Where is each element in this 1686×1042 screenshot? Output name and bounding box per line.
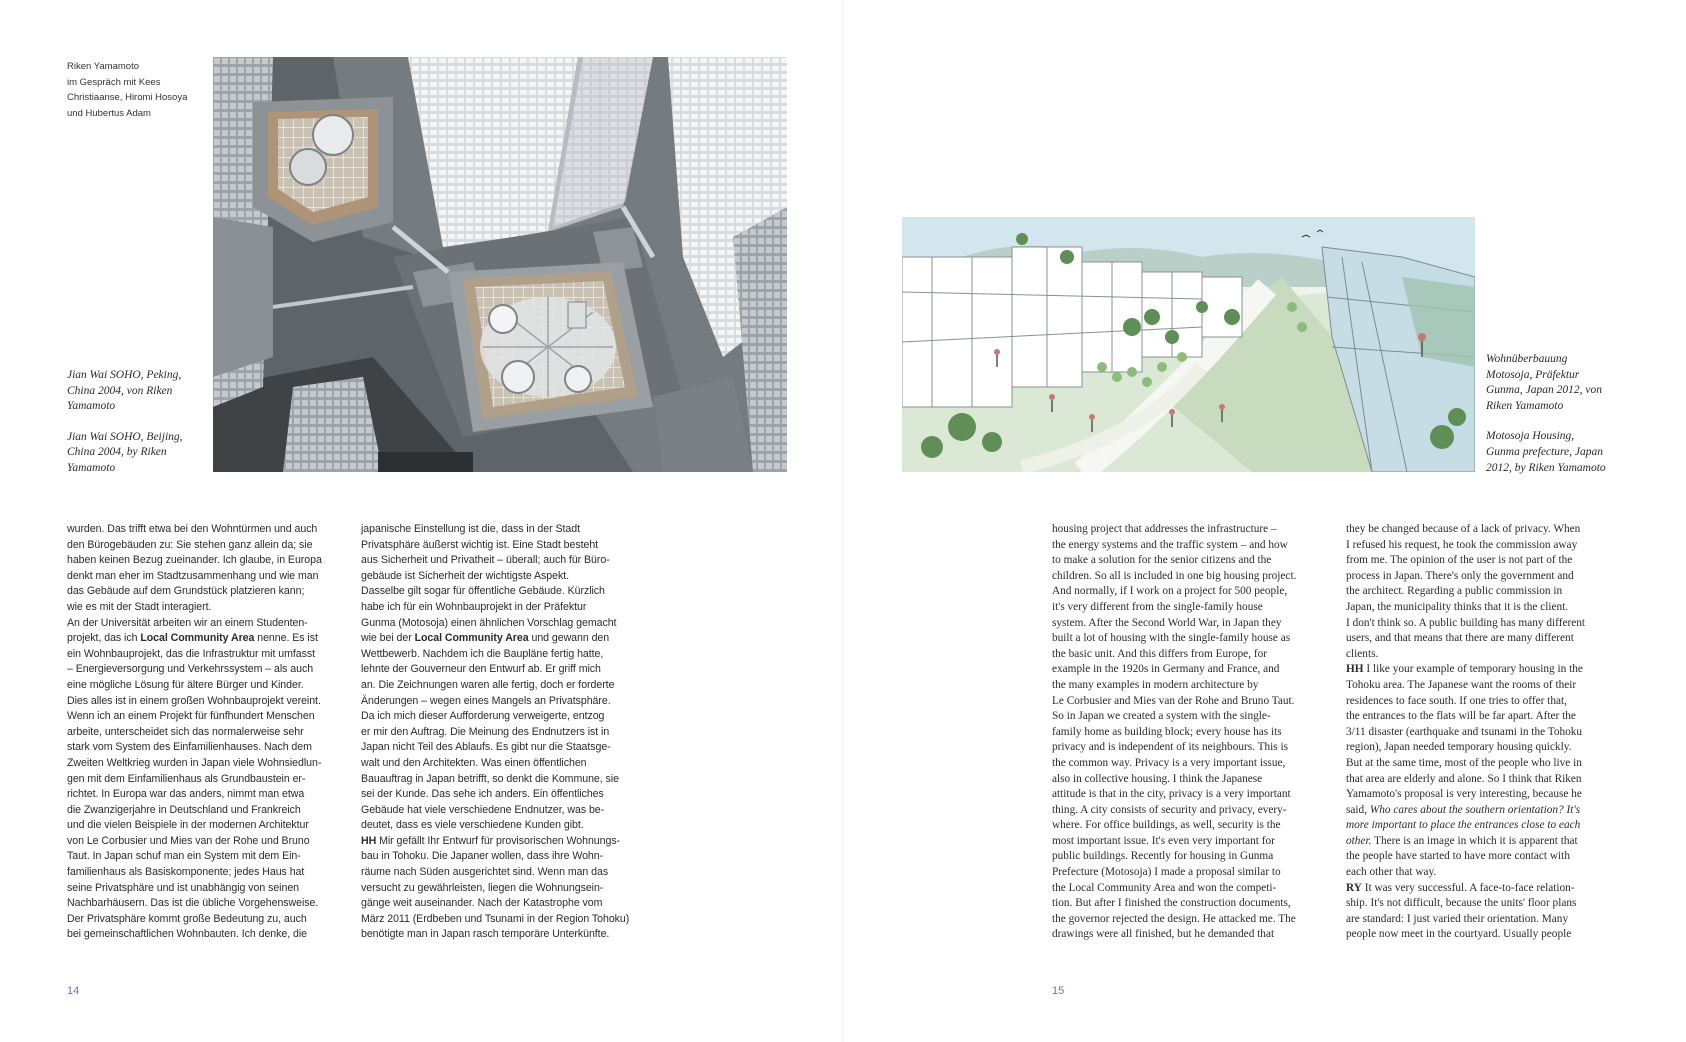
text-line: haben keinen Bezug zueinander. Ich glaube, in Europa — [67, 554, 322, 567]
text-line: the many examples in modern architecture by — [1052, 678, 1259, 691]
text-line: people now meet in the courtyard. Usually people — [1346, 928, 1572, 941]
text-line: bei gemeinschaftlichen Wohnbauten. Ich denke, die — [67, 928, 307, 941]
text-column-de-1 — [67, 522, 357, 943]
text-line: eine mögliche Lösung für ältere Bürger und Kinder. — [67, 678, 304, 691]
text-line: Dies alles ist in einem großen Wohnbauprojekt vereint. — [67, 694, 321, 707]
text-line: ein Wohnbauprojekt, das die Infrastruktur mit umfasst — [67, 647, 315, 660]
interview-credit — [67, 59, 207, 121]
text-line: So in Japan we created a system with the single- — [1052, 710, 1271, 723]
text-line: tion. But after I finished the construction documents, — [1052, 897, 1291, 910]
text-line: clients. — [1346, 647, 1379, 660]
text-line: children. So all is included in one big housing project. — [1052, 569, 1297, 582]
text-line: family home as building block; every house has its — [1052, 725, 1282, 738]
text-line: it's very different from the single-family house — [1052, 600, 1263, 613]
text-line: I refused his request, he took the commission away — [1346, 538, 1578, 551]
text-column-de-2 — [361, 522, 651, 943]
caption-line: China 2004, by Riken — [67, 446, 167, 459]
text-line: the Local Community Area and won the competi- — [1052, 881, 1277, 894]
text-line: the energy systems and the traffic system – and how — [1052, 538, 1288, 551]
text-line: den Bürogebäuden zu: Sie stehen ganz allein da; sie — [67, 538, 313, 551]
text-line: ship. It's not difficult, because the units' floor plans — [1346, 897, 1577, 910]
right-page — [843, 0, 1686, 1042]
text-line: the basic unit. And this differs from Europe, for — [1052, 647, 1268, 660]
text-line: RY It was very successful. A face-to-face relation- — [1346, 881, 1575, 894]
text-line: stark vom System des Einfamilienhauses. Nach dem — [67, 741, 312, 754]
text-line: Wettbewerb. Nachdem ich die Baupläne fertig hatte, — [361, 647, 604, 660]
text-line: residences to face south. If one tries to offer that, — [1346, 694, 1567, 707]
text-column-en-2 — [1346, 522, 1646, 943]
text-line: richtet. In Europa war das anders, nimmt man etwa — [67, 788, 305, 801]
text-line: where. For office buildings, as well, security is the — [1052, 819, 1281, 832]
text-line: er mir den Auftrag. Die Meinung des Endnutzers ist in — [361, 725, 610, 738]
text-line: Zweiten Weltkrieg wurden in Japan viele Wohnsiedlun- — [67, 756, 322, 769]
text-line: und die vielen Beispiele in der modernen Architektur — [67, 819, 309, 832]
caption-line: China 2004, von Riken — [67, 384, 173, 397]
text-line: Gebäude hat viele verschiedene Endnutzer, was be- — [361, 803, 605, 816]
text-line: familienhaus als Basiskomponente; jedes Haus hat — [67, 866, 305, 879]
text-line: Prefecture (Motosoja) I made a proposal similar to — [1052, 866, 1281, 879]
credit-line: Riken Yamamoto — [67, 61, 139, 72]
text-line: Privatsphäre äußerst wichtig ist. Eine Stadt besteht — [361, 538, 599, 551]
text-line: the common way. Privacy is a very important issue, — [1052, 756, 1286, 769]
caption-line: Riken Yamamoto — [1486, 399, 1564, 412]
text-line: they be changed because of a lack of privacy. When — [1346, 523, 1581, 535]
text-line: drawings were all finished, but he demanded that — [1052, 928, 1275, 941]
text-line: HH I like your example of temporary housing in the — [1346, 663, 1583, 676]
photo-caption-left — [67, 368, 207, 477]
text-line: Japan nicht Teil des Ablaufs. Es gibt nur die Staatsge- — [361, 741, 611, 754]
text-line: Gunma (Motosoja) einen ähnlichen Vorschlag gemacht — [361, 616, 617, 629]
text-line: japanische Einstellung ist die, dass in der Stadt — [361, 523, 580, 535]
text-line: And normally, if I work on a project for 500 people, — [1052, 585, 1288, 598]
text-line: walt und den Architekten. Was einen öffentlichen — [361, 756, 587, 769]
text-line: bau in Tohoku. Die Japaner wollen, dass ihre Wohn- — [361, 850, 604, 863]
caption-line: Motosoja Housing, — [1486, 430, 1575, 443]
text-line: system. After the Second World War, in Japan they — [1052, 616, 1282, 629]
text-line: users, and that means that there are many different — [1346, 632, 1574, 645]
caption-line: Jian Wai SOHO, Peking, — [67, 369, 182, 381]
text-line: projekt, das ich Local Community Area nenne. Es ist — [67, 632, 318, 645]
text-line: the governor rejected the design. He attacked me. The — [1052, 912, 1296, 925]
text-line: But at the same time, most of the people who live in — [1346, 756, 1582, 769]
caption-line: Motosoja, Präfektur — [1486, 368, 1580, 381]
caption-line: Wohnüberbauung — [1486, 353, 1568, 365]
text-line: Le Corbusier and Mies van der Rohe and Bruno Taut. — [1052, 694, 1295, 707]
caption-line: Yamamoto — [67, 400, 116, 413]
text-line: 3/11 disaster (earthquake and tsunami in the Tohoku — [1346, 725, 1583, 738]
text-line: denkt man eher im Stadtzusammenhang und wie man — [67, 569, 319, 582]
text-line: the architect. Regarding a public commission in — [1346, 585, 1563, 598]
text-line: also in collective housing. I think the Japanese — [1052, 772, 1263, 785]
text-line: said, Who cares about the southern orientation? It's — [1346, 803, 1581, 816]
illustration-caption-right — [1486, 352, 1626, 476]
text-line: gebäude ist Sicherheit der wichtigste Aspekt. — [361, 569, 569, 582]
text-line: Der Privatsphäre kommt große Bedeutung zu, auch — [67, 912, 307, 925]
text-line: sei der Kunde. Das sehe ich anders. Ein öffentliches — [361, 788, 604, 801]
text-line: gänge weit auseinander. Nach der Katastrophe vom — [361, 897, 603, 910]
text-line: arbeite, unterscheidet sich das normalerweise sehr — [67, 725, 304, 738]
text-line: Bauauftrag in Japan betrifft, so denkt die Kommune, sie — [361, 772, 619, 785]
caption-line: Jian Wai SOHO, Beijing, — [67, 430, 183, 443]
text-line: seine Privatsphäre und ist unabhängig von seinen — [67, 881, 300, 894]
page-number: 14 — [67, 985, 80, 997]
text-line: from me. The opinion of the user is not part of the — [1346, 554, 1573, 567]
text-line: räume nach Süden ausgerichtet sind. Wenn man das — [361, 866, 609, 879]
motosoja-housing-illustration — [902, 217, 1475, 472]
page-number: 15 — [1052, 985, 1065, 997]
text-line: process in Japan. There's only the government and — [1346, 569, 1574, 582]
text-line: more important to place the entrances close to each — [1346, 819, 1581, 832]
text-line: Da ich mich dieser Aufforderung verweigerte, entzog — [361, 710, 605, 723]
credit-line: Christiaanse, Hiromi Hosoya — [67, 92, 188, 103]
text-line: die Zwanzigerjahre in Deutschland und Frankreich — [67, 803, 301, 816]
text-line: wie es mit der Stadt interagiert. — [67, 600, 212, 613]
text-line: März 2011 (Erdbeben und Tsunami in der Region Tohoku) — [361, 912, 630, 925]
text-line: das Gebäude auf dem Grundstück platzieren kann; — [67, 585, 305, 598]
text-line: housing project that addresses the infrastructure – — [1052, 523, 1277, 535]
text-line: aus Sicherheit und Privatheit – überall; auch für Büro- — [361, 554, 610, 567]
text-line: Japan, the municipality thinks that it is the client. — [1346, 600, 1569, 613]
text-line: public buildings. Recently for housing in Gunma — [1052, 850, 1274, 863]
text-line: that area are elderly and alone. So I think that Riken — [1346, 772, 1582, 785]
caption-line: Gunma prefecture, Japan — [1486, 445, 1603, 458]
text-line: region), Japan needed temporary housing quickly. — [1346, 741, 1572, 754]
text-line: deutet, dass es viele verschiedene Kunden gibt. — [361, 819, 584, 832]
text-line: the people have started to have more contact with — [1346, 850, 1570, 863]
credit-line: und Hubertus Adam — [67, 107, 151, 119]
text-line: benötigte man in Japan rasch temporäre Unterkünfte. — [361, 928, 610, 941]
text-line: most important issue. It's even very important for — [1052, 834, 1275, 847]
text-line: Änderungen – wegen eines Mangels an Privatsphäre. — [361, 694, 611, 707]
text-line: each other that way. — [1346, 866, 1437, 879]
text-line: Taut. In Japan schuf man ein System mit dem Ein- — [67, 850, 301, 863]
text-line: privacy and is independent of its neighbours. This is — [1052, 741, 1289, 754]
text-line: von Le Corbusier und Mies van der Rohe und Bruno — [67, 834, 310, 847]
text-line: wie bei der Local Community Area und gewann den — [361, 632, 610, 645]
caption-line: Gunma, Japan 2012, von — [1486, 384, 1602, 397]
text-line: an. Die Zeichnungen waren alle fertig, doch er forderte — [361, 678, 615, 691]
caption-line: 2012, by Riken Yamamoto — [1486, 461, 1606, 474]
text-line: HH Mir gefällt Ihr Entwurf für provisorischen Wohnungs- — [361, 834, 621, 847]
text-column-en-1 — [1052, 522, 1342, 943]
text-line: Dasselbe gilt sogar für öffentliche Gebäude. Kürzlich — [361, 585, 605, 598]
text-line: Yamamoto's proposal is very interesting, because he — [1346, 788, 1582, 801]
text-line: built a lot of housing with the single-family house as — [1052, 632, 1291, 645]
text-line: – Energieversorgung und Verkehrssystem – als auch — [67, 663, 314, 676]
caption-line: Yamamoto — [67, 461, 116, 474]
text-line: habe ich für ein Wohnbauprojekt in der Präfektur — [361, 600, 587, 613]
text-line: attitude is that in the city, privacy is a very important — [1052, 788, 1291, 801]
jian-wai-soho-aerial-photo — [213, 57, 787, 472]
text-line: are standard: I just varied their orientation. Many — [1346, 912, 1569, 925]
text-line: to make a solution for the senior citizens and the — [1052, 554, 1272, 567]
text-line: wurden. Das trifft etwa bei den Wohntürmen und auch — [67, 523, 318, 535]
text-line: versucht zu gewährleisten, liegen die Wohnungsein- — [361, 881, 604, 894]
text-line: Wenn ich an einem Projekt für fünfhundert Menschen — [67, 710, 315, 723]
text-line: thing. A city consists of security and privacy, every- — [1052, 803, 1287, 816]
text-line: other. There is an image in which it is apparent that — [1346, 834, 1578, 847]
text-line: lehnte der Gouverneur den Entwurf ab. Er griff mich — [361, 663, 601, 676]
text-line: Tohoku area. The Japanese want the rooms of their — [1346, 678, 1577, 691]
credit-line: im Gespräch mit Kees — [67, 76, 161, 88]
text-line: the entrances to the flats will be far apart. After the — [1346, 710, 1576, 723]
text-line: gen mit dem Einfamilienhaus als Grundbaustein er- — [67, 772, 306, 785]
text-line: Nachbarhäusern. Das ist die übliche Vorgehensweise. — [67, 897, 319, 910]
text-line: I don't think so. A public building has many different — [1346, 616, 1586, 629]
text-line: An der Universität arbeiten wir an einem Studenten- — [67, 616, 308, 629]
text-line: example in the 1920s in Germany and France, and — [1052, 663, 1280, 676]
